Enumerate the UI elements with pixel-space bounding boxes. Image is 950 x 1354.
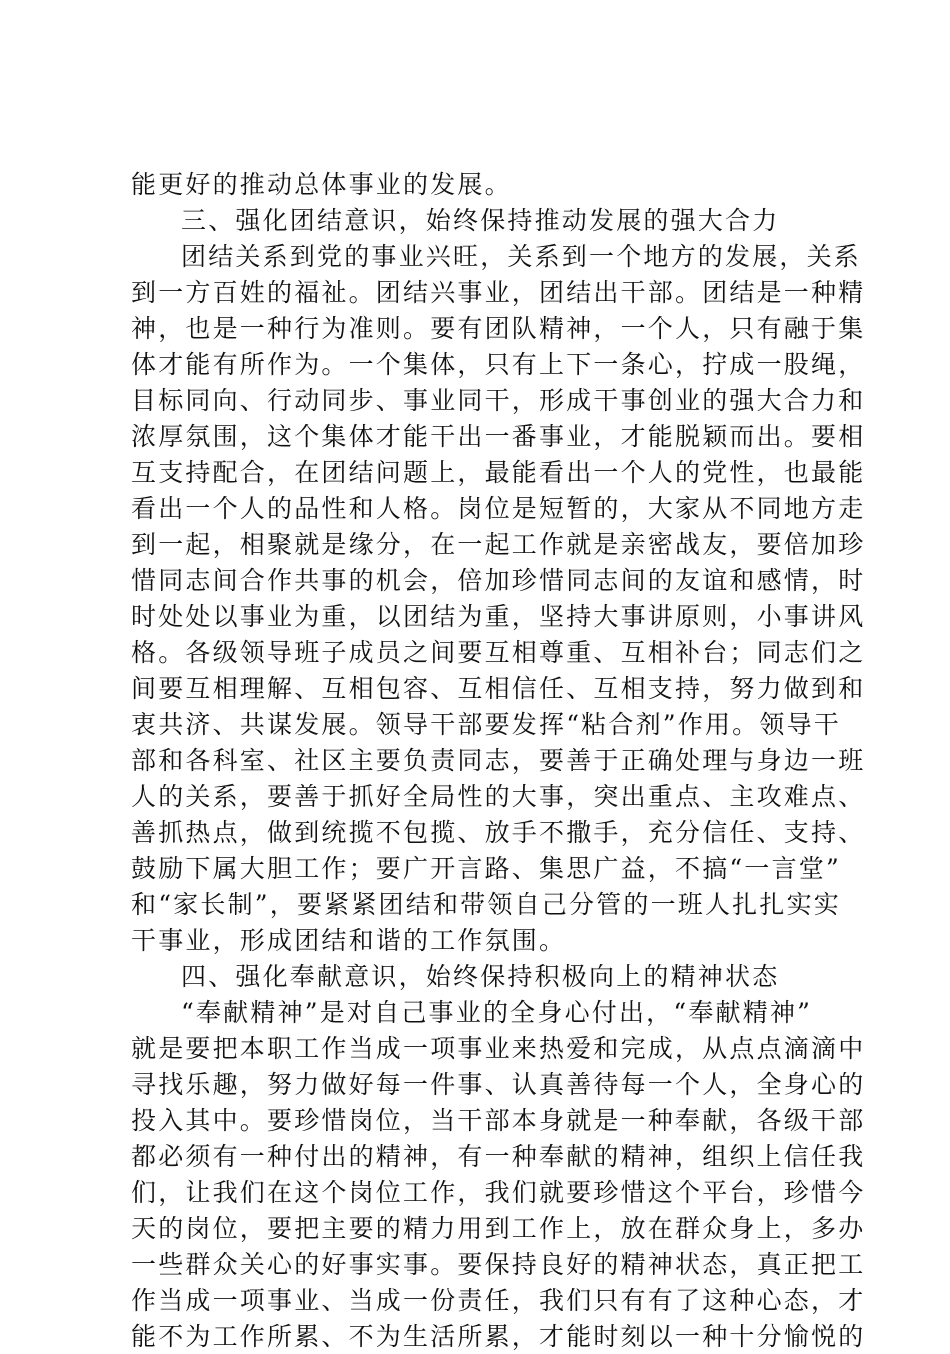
text-line: 就是要把本职工作当成一项事业来热爱和完成，从点点滴滴中 <box>131 1034 866 1063</box>
text-line: 部和各科室、社区主要负责同志，要善于正确处理与身边一班 <box>131 746 866 775</box>
text-line: 作当成一项事业、当成一份责任，我们只有有了这种心态，才 <box>131 1286 866 1315</box>
text-line: 神，也是一种行为准则。要有团队精神，一个人，只有融于集 <box>131 314 866 343</box>
text-line: 寻找乐趣，努力做好每一件事、认真善待每一个人，全身心的 <box>131 1070 866 1099</box>
text-line: 惜同志间合作共事的机会，倍加珍惜同志间的友谊和感情，时 <box>131 566 866 595</box>
text-line: 看出一个人的品性和人格。岗位是短暂的，大家从不同地方走 <box>131 494 866 523</box>
text-line: “奉献精神”是对自己事业的全身心付出，“奉献精神” <box>181 998 813 1027</box>
text-line: 干事业，形成团结和谐的工作氛围。 <box>131 926 567 955</box>
text-line: 互支持配合，在团结问题上，最能看出一个人的党性，也最能 <box>131 458 866 487</box>
text-line: 们，让我们在这个岗位工作，我们就要珍惜这个平台，珍惜今 <box>131 1178 866 1207</box>
text-line: 都必须有一种付出的精神，有一种奉献的精神，组织上信任我 <box>131 1142 866 1171</box>
text-line: 能更好的推动总体事业的发展。 <box>131 170 512 199</box>
text-line: 目标同向、行动同步、事业同干，形成干事创业的强大合力和 <box>131 386 866 415</box>
text-line: 格。各级领导班子成员之间要互相尊重、互相补台；同志们之 <box>131 638 866 667</box>
text-line: 一些群众关心的好事实事。要保持良好的精神状态，真正把工 <box>131 1250 866 1279</box>
text-line: 天的岗位，要把主要的精力用到工作上，放在群众身上，多办 <box>131 1214 866 1243</box>
text-line: 到一起，相聚就是缘分，在一起工作就是亲密战友，要倍加珍 <box>131 530 866 559</box>
text-line: 能不为工作所累、不为生活所累，才能时刻以一种十分愉悦的 <box>131 1322 866 1351</box>
text-line: 鼓励下属大胆工作；要广开言路、集思广益，不搞“一言堂” <box>131 854 841 883</box>
text-line: 时处处以事业为重，以团结为重，坚持大事讲原则，小事讲风 <box>131 602 866 631</box>
text-line: 善抓热点，做到统揽不包揽、放手不撒手，充分信任、支持、 <box>131 818 866 847</box>
section-heading: 三、强化团结意识，始终保持推动发展的强大合力 <box>181 206 780 235</box>
text-line: 投入其中。要珍惜岗位，当干部本身就是一种奉献，各级干部 <box>131 1106 866 1135</box>
text-line: 间要互相理解、互相包容、互相信任、互相支持，努力做到和 <box>131 674 866 703</box>
text-line: 团结关系到党的事业兴旺，关系到一个地方的发展，关系 <box>181 242 862 271</box>
text-line: 和“家长制”，要紧紧团结和带领自己分管的一班人扎扎实实 <box>131 890 841 919</box>
text-line: 浓厚氛围，这个集体才能干出一番事业，才能脱颖而出。要相 <box>131 422 866 451</box>
section-heading: 四、强化奉献意识，始终保持积极向上的精神状态 <box>181 962 780 991</box>
text-line: 人的关系，要善于抓好全局性的大事，突出重点、主攻难点、 <box>131 782 866 811</box>
text-line: 衷共济、共谋发展。领导干部要发挥“粘合剂”作用。领导干 <box>131 710 841 739</box>
text-line: 体才能有所作为。一个集体，只有上下一条心，拧成一股绳， <box>131 350 866 379</box>
text-line: 到一方百姓的福祉。团结兴事业，团结出干部。团结是一种精 <box>131 278 866 307</box>
